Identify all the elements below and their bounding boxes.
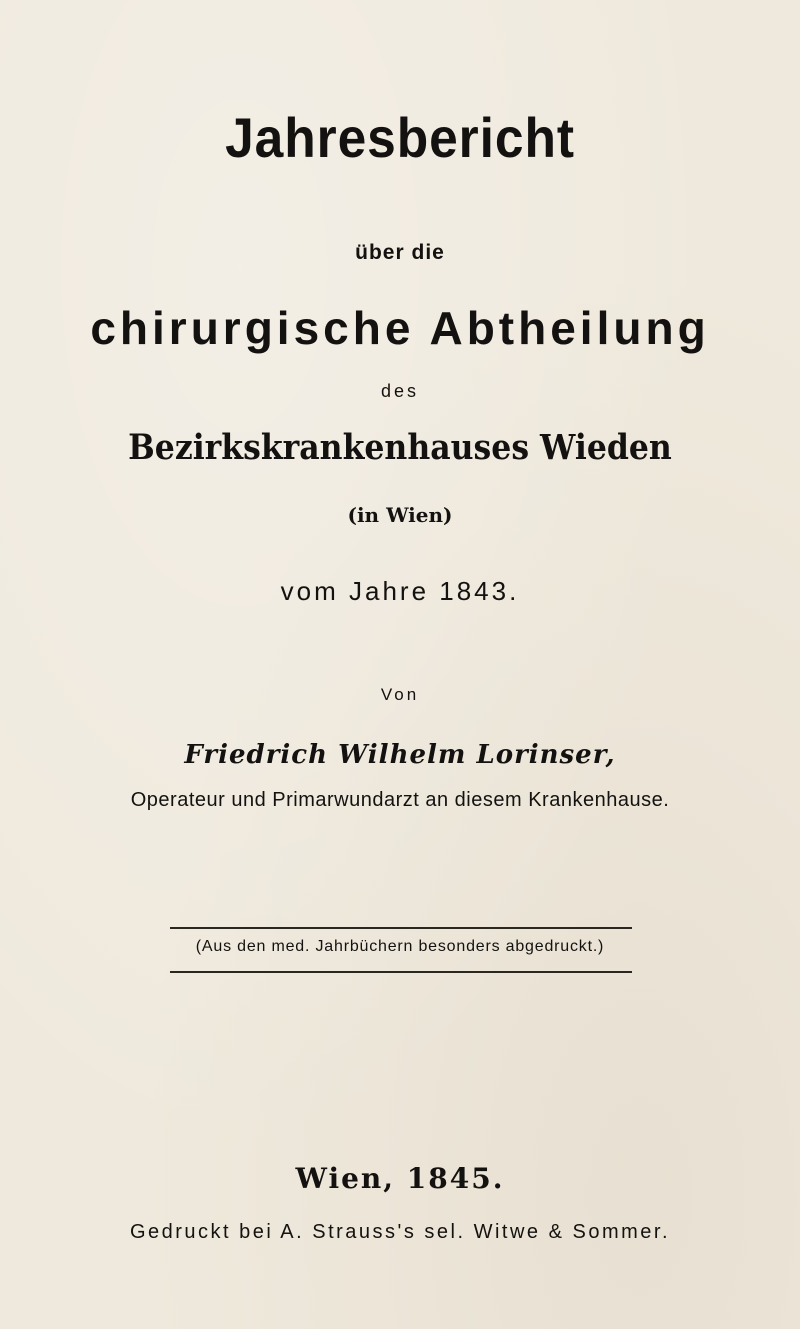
document-title: Jahresbericht: [225, 106, 575, 169]
reprint-note: (Aus den med. Jahrbüchern besonders abgedruckt.): [195, 938, 605, 955]
subtitle-connector: über die: [355, 241, 445, 264]
author-role: Operateur und Primarwundarzt an diesem Krankenhause.: [130, 789, 670, 811]
hospital-name: Bezirkskrankenhauses Wieden: [128, 427, 672, 468]
subject-heading: chirurgische Abtheilung: [90, 302, 710, 354]
imprint-place-year: Wien, 1845.: [295, 1162, 505, 1195]
divider-top: [170, 927, 632, 929]
by-line-connector: Von: [380, 685, 420, 704]
printer-line: Gedruckt bei A. Strauss's sel. Witwe & Sommer.: [129, 1221, 671, 1243]
hospital-location: (in Wien): [347, 503, 453, 527]
genitive-connector: des: [380, 381, 420, 401]
author-name: Friedrich Wilhelm Lorinser,: [184, 740, 616, 770]
report-year: vom Jahre 1843.: [280, 576, 520, 606]
divider-bottom: [170, 971, 632, 973]
